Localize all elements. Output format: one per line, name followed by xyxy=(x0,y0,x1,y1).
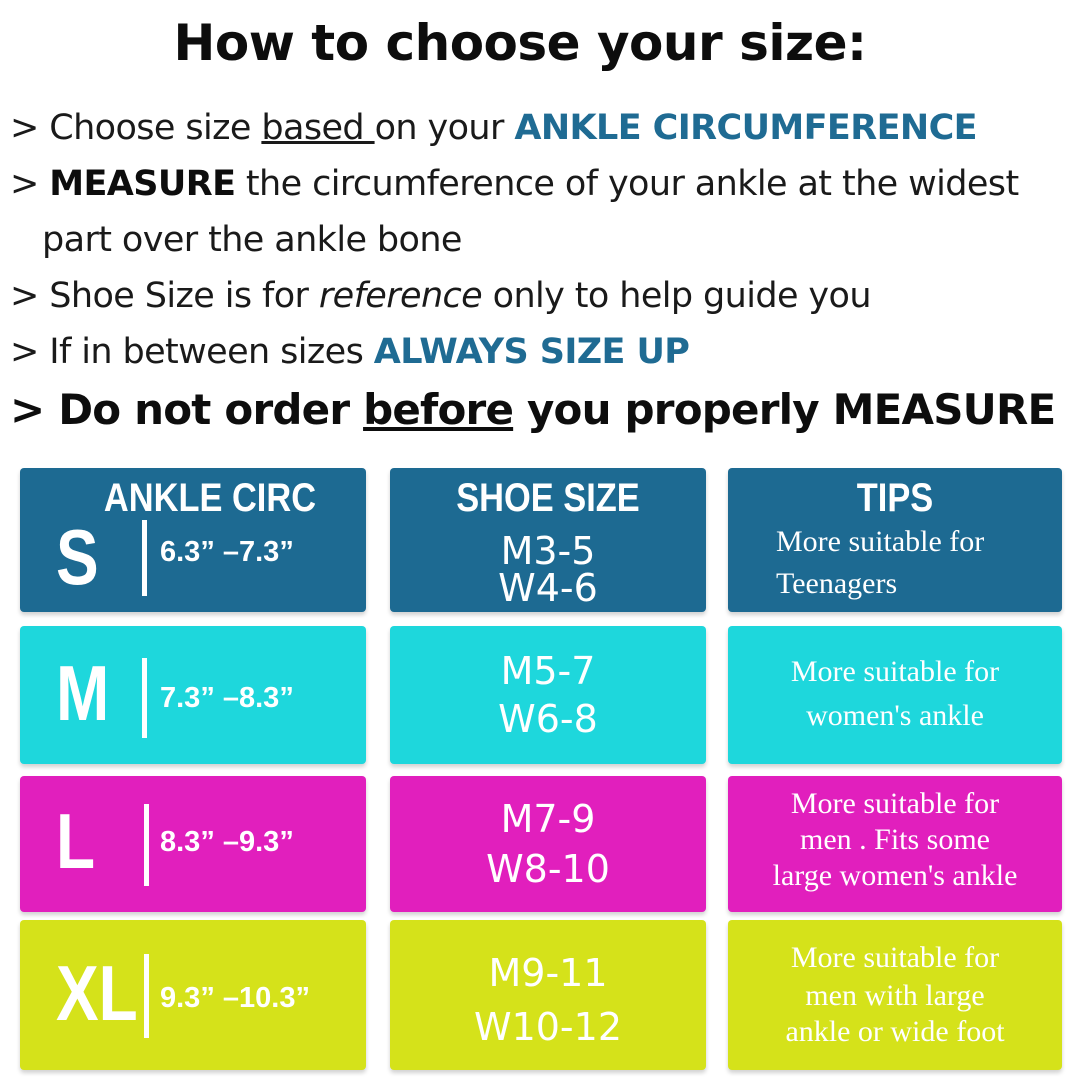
size-m-ankle-cell xyxy=(20,626,366,764)
tip-line: ankle or wide foot xyxy=(785,1015,1005,1048)
tip-line: men . Fits some xyxy=(799,823,990,856)
tip-line: More suitable for xyxy=(790,787,1000,820)
tip-line: More suitable for xyxy=(776,525,985,558)
divider xyxy=(144,954,149,1038)
page-title: How to choose your size: xyxy=(173,14,867,72)
tip-line: Teenagers xyxy=(776,567,898,600)
ankle-range: 9.3” –10.3” xyxy=(160,982,310,1014)
instruction-size-basis xyxy=(10,106,977,150)
tip-line: More suitable for xyxy=(790,655,1000,688)
ankle-circumference-highlight: ANKLE CIRCUMFERENCE xyxy=(514,108,977,148)
instruction-text: only to help guide you xyxy=(482,276,871,316)
size-m-shoe-cell xyxy=(390,626,706,764)
instruction-measure xyxy=(10,162,1019,206)
underlined-text: based xyxy=(261,108,375,148)
instruction-text: > Choose size xyxy=(10,108,262,148)
divider xyxy=(142,658,147,738)
tip-line: More suitable for xyxy=(790,941,1000,974)
underlined-text: before xyxy=(363,385,514,434)
instruction-text: you properly MEASURE xyxy=(513,385,1056,434)
size-up-highlight: ALWAYS SIZE UP xyxy=(373,332,690,372)
shoe-size-women: W6-8 xyxy=(498,697,598,741)
instruction-text: > Shoe Size is for xyxy=(10,276,319,316)
size-s-ankle-cell xyxy=(20,468,366,612)
instruction-do-not-order xyxy=(10,385,1056,434)
tip-line: women's ankle xyxy=(806,699,984,732)
ankle-range: 6.3” –7.3” xyxy=(160,536,294,568)
ankle-range: 7.3” –8.3” xyxy=(160,682,294,714)
divider xyxy=(142,520,147,596)
size-xl-tips-cell xyxy=(728,920,1062,1070)
shoe-size-women: W4-6 xyxy=(498,566,598,610)
instruction-size-up xyxy=(10,330,689,374)
size-xl-shoe-cell xyxy=(390,920,706,1070)
size-xl-ankle-cell xyxy=(20,920,366,1070)
shoe-size-header: SHOE SIZE xyxy=(456,476,640,520)
instruction-text: > Do not order xyxy=(10,385,364,434)
size-l-ankle-cell xyxy=(20,776,366,912)
size-s-shoe-cell xyxy=(390,468,706,612)
italic-text: reference xyxy=(318,276,483,316)
divider xyxy=(144,804,149,886)
shoe-size-men: M7-9 xyxy=(500,797,596,841)
tip-line: large women's ankle xyxy=(772,859,1018,892)
ankle-range: 8.3” –9.3” xyxy=(160,826,294,858)
shoe-size-women: W8-10 xyxy=(486,847,610,891)
instruction-text: the circumference of your ankle at the widest xyxy=(235,164,1019,204)
size-s-tips-cell xyxy=(728,468,1062,612)
size-m-tips-cell xyxy=(728,626,1062,764)
size-l-shoe-cell xyxy=(390,776,706,912)
instruction-shoe-size xyxy=(10,274,871,318)
shoe-size-women: W10-12 xyxy=(474,1005,622,1049)
size-letter: L xyxy=(56,797,96,885)
shoe-size-men: M5-7 xyxy=(500,649,596,693)
shoe-size-men: M3-5 xyxy=(500,529,596,573)
shoe-size-men: M9-11 xyxy=(488,951,608,995)
tips-header: TIPS xyxy=(856,476,934,520)
measure-highlight: MEASURE xyxy=(49,164,236,204)
size-letter: XL xyxy=(56,949,138,1037)
ankle-circ-header: ANKLE CIRC xyxy=(103,476,317,520)
instruction-measure-continued: part over the ankle bone xyxy=(42,220,462,260)
size-letter: S xyxy=(56,513,99,601)
tip-line: men with large xyxy=(805,979,985,1012)
size-letter: M xyxy=(56,649,110,737)
instruction-text: on your xyxy=(374,108,515,148)
size-l-tips-cell xyxy=(728,776,1062,912)
instruction-text: > If in between sizes xyxy=(10,332,374,372)
instruction-text: > xyxy=(10,164,50,204)
